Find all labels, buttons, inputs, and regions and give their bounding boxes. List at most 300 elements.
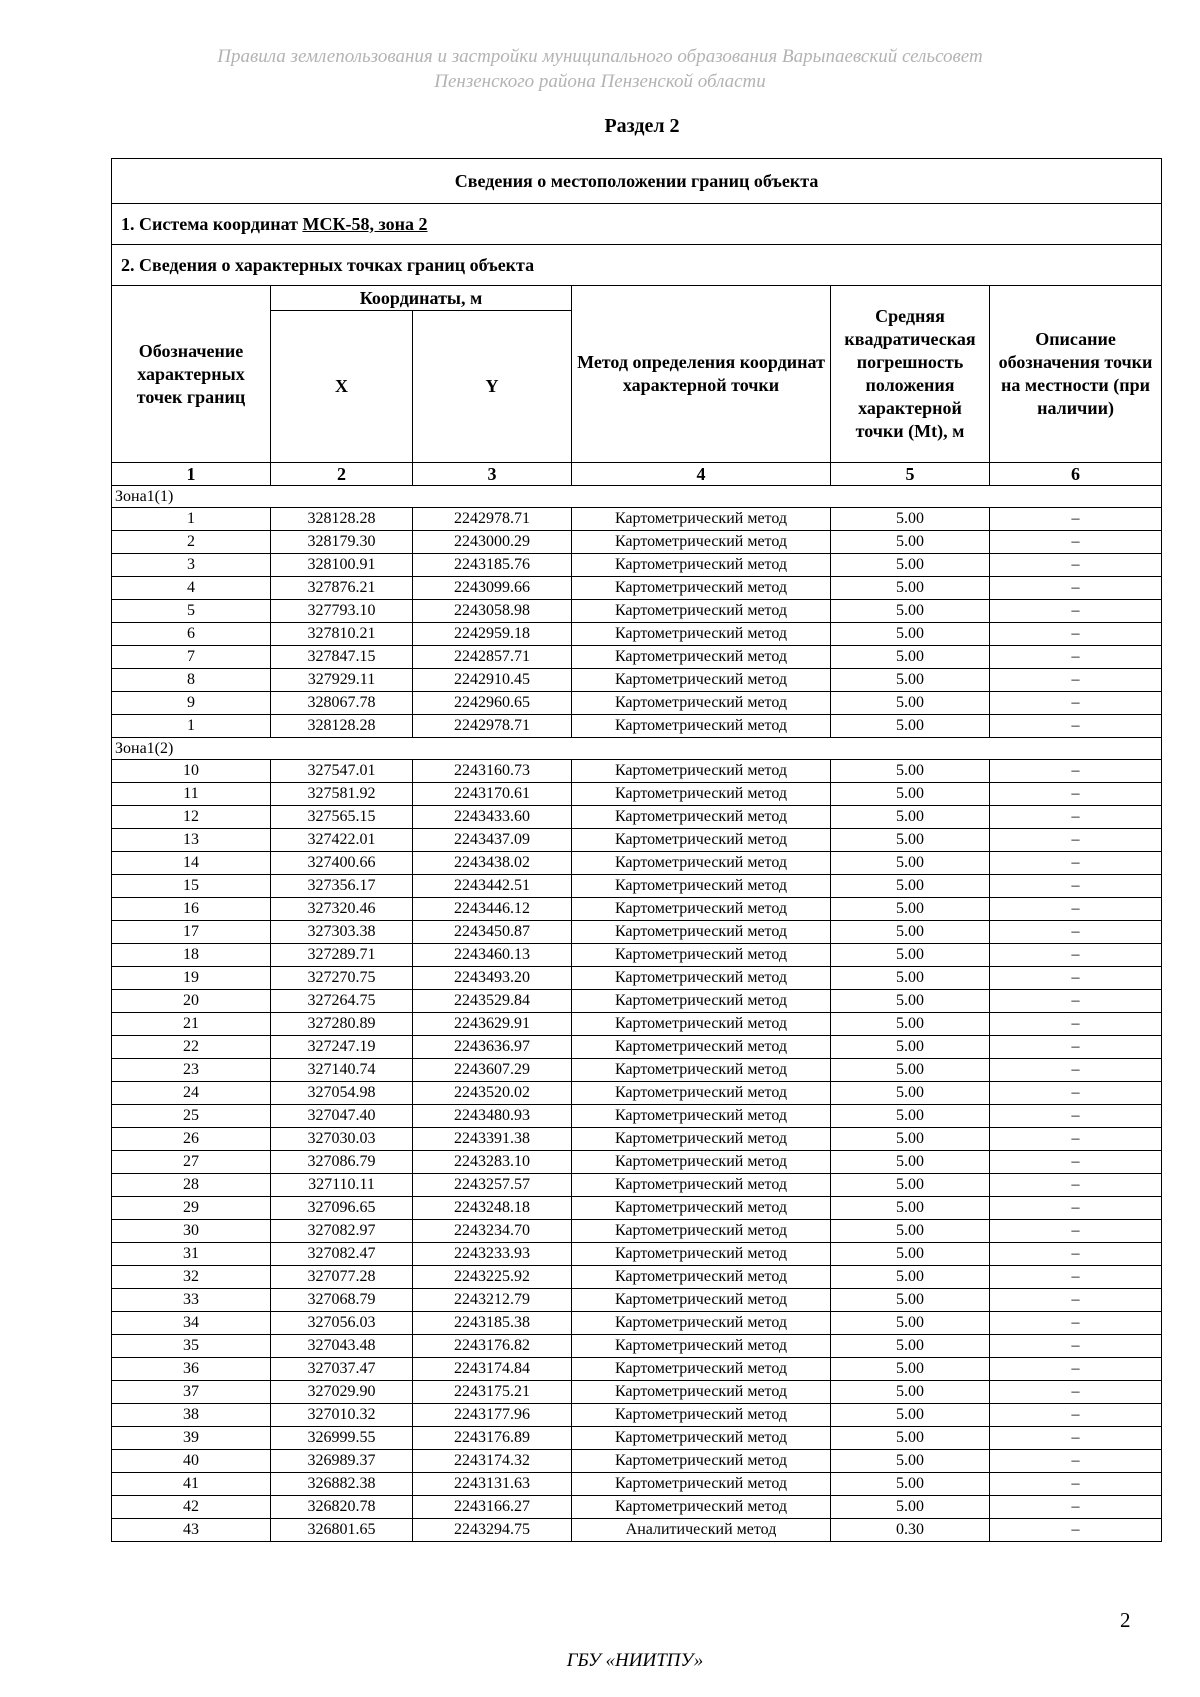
y-value: 2243636.97 — [413, 1036, 572, 1059]
header-designation: Обозначение характерных точек границ — [112, 286, 271, 463]
table-row — [112, 1174, 1162, 1197]
method-value: Картометрический метод — [572, 1358, 831, 1381]
description-value: – — [990, 1496, 1162, 1519]
x-value: 327565.15 — [271, 806, 413, 829]
table-row — [112, 1197, 1162, 1220]
point-number: 21 — [112, 1013, 271, 1036]
header-x: X — [271, 311, 413, 463]
running-header-line-2: Пензенского района Пензенской области — [434, 71, 766, 92]
accuracy-value: 5.00 — [831, 967, 990, 990]
y-value: 2243099.66 — [413, 577, 572, 600]
x-value: 327581.92 — [271, 783, 413, 806]
method-value: Картометрический метод — [572, 1220, 831, 1243]
x-value: 327082.47 — [271, 1243, 413, 1266]
section-title: Раздел 2 — [604, 115, 680, 137]
y-value: 2242959.18 — [413, 623, 572, 646]
x-value: 328179.30 — [271, 531, 413, 554]
x-value: 327086.79 — [271, 1151, 413, 1174]
x-value: 327096.65 — [271, 1197, 413, 1220]
table-row — [112, 898, 1162, 921]
table-row — [112, 646, 1162, 669]
coord-system-row — [112, 204, 1162, 245]
description-value: – — [990, 1289, 1162, 1312]
zone-label: Зона1(1) — [112, 486, 1162, 508]
description-value: – — [990, 944, 1162, 967]
coord-system-value: МСК-58, зона 2 — [302, 213, 428, 234]
accuracy-value: 5.00 — [831, 875, 990, 898]
x-value: 327289.71 — [271, 944, 413, 967]
description-value: – — [990, 554, 1162, 577]
point-number: 26 — [112, 1128, 271, 1151]
coord-system — [112, 204, 1162, 245]
x-value: 326820.78 — [271, 1496, 413, 1519]
method-value: Картометрический метод — [572, 1174, 831, 1197]
method-value: Картометрический метод — [572, 829, 831, 852]
method-value: Картометрический метод — [572, 531, 831, 554]
point-number: 32 — [112, 1266, 271, 1289]
table-row — [112, 852, 1162, 875]
x-value: 327400.66 — [271, 852, 413, 875]
x-value: 327280.89 — [271, 1013, 413, 1036]
point-number: 39 — [112, 1427, 271, 1450]
description-value: – — [990, 1312, 1162, 1335]
description-value: – — [990, 898, 1162, 921]
y-value: 2243174.84 — [413, 1358, 572, 1381]
accuracy-value: 5.00 — [831, 1312, 990, 1335]
description-value: – — [990, 577, 1162, 600]
table-title: Сведения о местоположении границ объекта — [112, 159, 1162, 204]
y-value: 2243000.29 — [413, 531, 572, 554]
accuracy-value: 5.00 — [831, 600, 990, 623]
point-number: 27 — [112, 1151, 271, 1174]
accuracy-value: 5.00 — [831, 852, 990, 875]
accuracy-value: 5.00 — [831, 554, 990, 577]
method-value: Картометрический метод — [572, 508, 831, 531]
x-value: 327547.01 — [271, 760, 413, 783]
x-value: 327047.40 — [271, 1105, 413, 1128]
points-title: 2. Сведения о характерных точках границ объекта — [112, 245, 1162, 286]
table-row — [112, 944, 1162, 967]
accuracy-value: 5.00 — [831, 1197, 990, 1220]
column-number: 6 — [990, 463, 1162, 486]
method-value: Картометрический метод — [572, 600, 831, 623]
footer: ГБУ «НИИТПУ» — [566, 1650, 704, 1671]
point-number: 22 — [112, 1036, 271, 1059]
accuracy-value: 5.00 — [831, 508, 990, 531]
x-value: 326882.38 — [271, 1473, 413, 1496]
table-row — [112, 600, 1162, 623]
table-row — [112, 967, 1162, 990]
method-value: Картометрический метод — [572, 715, 831, 738]
x-value: 327056.03 — [271, 1312, 413, 1335]
y-value: 2243391.38 — [413, 1128, 572, 1151]
x-value: 327422.01 — [271, 829, 413, 852]
x-value: 327054.98 — [271, 1082, 413, 1105]
y-value: 2243529.84 — [413, 990, 572, 1013]
x-value: 327029.90 — [271, 1381, 413, 1404]
point-number: 1 — [112, 715, 271, 738]
boundary-points-table — [111, 158, 1162, 1542]
point-number: 19 — [112, 967, 271, 990]
x-value: 327810.21 — [271, 623, 413, 646]
point-number: 41 — [112, 1473, 271, 1496]
x-value: 326999.55 — [271, 1427, 413, 1450]
accuracy-value: 5.00 — [831, 1105, 990, 1128]
table-row — [112, 829, 1162, 852]
x-value: 327320.46 — [271, 898, 413, 921]
point-number: 24 — [112, 1082, 271, 1105]
header-description: Описание обозначения точки на местности (при наличии) — [990, 286, 1162, 463]
method-value: Картометрический метод — [572, 760, 831, 783]
header-row-top — [112, 286, 1162, 311]
table-row — [112, 669, 1162, 692]
point-number: 18 — [112, 944, 271, 967]
y-value: 2243175.21 — [413, 1381, 572, 1404]
table-row — [112, 577, 1162, 600]
description-value: – — [990, 1036, 1162, 1059]
table-row — [112, 1381, 1162, 1404]
method-value: Картометрический метод — [572, 1473, 831, 1496]
description-value: – — [990, 967, 1162, 990]
accuracy-value: 5.00 — [831, 1404, 990, 1427]
point-number: 43 — [112, 1519, 271, 1542]
y-value: 2243520.02 — [413, 1082, 572, 1105]
description-value: – — [990, 1335, 1162, 1358]
table-row — [112, 1519, 1162, 1542]
point-number: 20 — [112, 990, 271, 1013]
x-value: 327140.74 — [271, 1059, 413, 1082]
accuracy-value: 5.00 — [831, 669, 990, 692]
y-value: 2243248.18 — [413, 1197, 572, 1220]
method-value: Картометрический метод — [572, 1427, 831, 1450]
column-number: 1 — [112, 463, 271, 486]
table-row — [112, 1312, 1162, 1335]
y-value: 2243131.63 — [413, 1473, 572, 1496]
table-row — [112, 1289, 1162, 1312]
accuracy-value: 5.00 — [831, 783, 990, 806]
x-value: 327793.10 — [271, 600, 413, 623]
method-value: Картометрический метод — [572, 1197, 831, 1220]
table-row — [112, 715, 1162, 738]
y-value: 2243212.79 — [413, 1289, 572, 1312]
description-value: – — [990, 692, 1162, 715]
method-value: Картометрический метод — [572, 1404, 831, 1427]
column-number: 3 — [413, 463, 572, 486]
accuracy-value: 5.00 — [831, 1013, 990, 1036]
table-row — [112, 692, 1162, 715]
method-value: Картометрический метод — [572, 1496, 831, 1519]
point-number: 12 — [112, 806, 271, 829]
point-number: 17 — [112, 921, 271, 944]
method-value: Картометрический метод — [572, 1082, 831, 1105]
method-value: Картометрический метод — [572, 1059, 831, 1082]
point-number: 40 — [112, 1450, 271, 1473]
table-row — [112, 1013, 1162, 1036]
y-value: 2243176.82 — [413, 1335, 572, 1358]
table-row — [112, 1335, 1162, 1358]
description-value: – — [990, 875, 1162, 898]
x-value: 327929.11 — [271, 669, 413, 692]
table-row — [112, 921, 1162, 944]
x-value: 327264.75 — [271, 990, 413, 1013]
method-value: Картометрический метод — [572, 898, 831, 921]
method-value: Картометрический метод — [572, 852, 831, 875]
table-row — [112, 554, 1162, 577]
method-value: Картометрический метод — [572, 1105, 831, 1128]
accuracy-value: 5.00 — [831, 1059, 990, 1082]
point-number: 36 — [112, 1358, 271, 1381]
y-value: 2243233.93 — [413, 1243, 572, 1266]
y-value: 2243438.02 — [413, 852, 572, 875]
description-value: – — [990, 1450, 1162, 1473]
description-value: – — [990, 669, 1162, 692]
y-value: 2242910.45 — [413, 669, 572, 692]
x-value: 327876.21 — [271, 577, 413, 600]
zone-label: Зона1(2) — [112, 738, 1162, 760]
method-value: Картометрический метод — [572, 783, 831, 806]
method-value: Картометрический метод — [572, 1289, 831, 1312]
description-value: – — [990, 1427, 1162, 1450]
x-value: 327847.15 — [271, 646, 413, 669]
y-value: 2243166.27 — [413, 1496, 572, 1519]
y-value: 2243493.20 — [413, 967, 572, 990]
description-value: – — [990, 1197, 1162, 1220]
accuracy-value: 5.00 — [831, 646, 990, 669]
table-row — [112, 623, 1162, 646]
point-number: 29 — [112, 1197, 271, 1220]
method-value: Картометрический метод — [572, 1266, 831, 1289]
accuracy-value: 5.00 — [831, 1151, 990, 1174]
description-value: – — [990, 760, 1162, 783]
accuracy-value: 5.00 — [831, 1266, 990, 1289]
method-value: Картометрический метод — [572, 1036, 831, 1059]
method-value: Картометрический метод — [572, 1013, 831, 1036]
method-value: Картометрический метод — [572, 1335, 831, 1358]
y-value: 2243442.51 — [413, 875, 572, 898]
column-number: 4 — [572, 463, 831, 486]
table-row — [112, 508, 1162, 531]
accuracy-value: 5.00 — [831, 1496, 990, 1519]
accuracy-value: 5.00 — [831, 990, 990, 1013]
y-value: 2243058.98 — [413, 600, 572, 623]
description-value: – — [990, 1220, 1162, 1243]
y-value: 2243607.29 — [413, 1059, 572, 1082]
x-value: 327043.48 — [271, 1335, 413, 1358]
y-value: 2243185.76 — [413, 554, 572, 577]
accuracy-value: 5.00 — [831, 531, 990, 554]
method-value: Картометрический метод — [572, 967, 831, 990]
description-value: – — [990, 1013, 1162, 1036]
accuracy-value: 5.00 — [831, 1358, 990, 1381]
accuracy-value: 5.00 — [831, 1381, 990, 1404]
description-value: – — [990, 1404, 1162, 1427]
y-value: 2243225.92 — [413, 1266, 572, 1289]
point-number: 14 — [112, 852, 271, 875]
accuracy-value: 5.00 — [831, 806, 990, 829]
point-number: 1 — [112, 508, 271, 531]
description-value: – — [990, 806, 1162, 829]
y-value: 2243257.57 — [413, 1174, 572, 1197]
accuracy-value: 5.00 — [831, 829, 990, 852]
accuracy-value: 5.00 — [831, 944, 990, 967]
accuracy-value: 5.00 — [831, 1082, 990, 1105]
y-value: 2243174.32 — [413, 1450, 572, 1473]
column-number: 2 — [271, 463, 413, 486]
point-number: 8 — [112, 669, 271, 692]
page-number: 2 — [1120, 1608, 1131, 1632]
header-y: Y — [413, 311, 572, 463]
method-value: Картометрический метод — [572, 1128, 831, 1151]
y-value: 2242960.65 — [413, 692, 572, 715]
x-value: 328100.91 — [271, 554, 413, 577]
x-value: 327303.38 — [271, 921, 413, 944]
accuracy-value: 5.00 — [831, 921, 990, 944]
point-number: 13 — [112, 829, 271, 852]
method-value: Картометрический метод — [572, 646, 831, 669]
point-number: 5 — [112, 600, 271, 623]
table-row — [112, 990, 1162, 1013]
description-value: – — [990, 531, 1162, 554]
description-value: – — [990, 829, 1162, 852]
method-value: Картометрический метод — [572, 1151, 831, 1174]
accuracy-value: 5.00 — [831, 715, 990, 738]
point-number: 34 — [112, 1312, 271, 1335]
running-header — [0, 44, 1200, 94]
description-value: – — [990, 715, 1162, 738]
accuracy-value: 5.00 — [831, 577, 990, 600]
x-value: 327037.47 — [271, 1358, 413, 1381]
y-value: 2243234.70 — [413, 1220, 572, 1243]
description-value: – — [990, 783, 1162, 806]
table-row — [112, 1105, 1162, 1128]
point-number: 33 — [112, 1289, 271, 1312]
accuracy-value: 5.00 — [831, 623, 990, 646]
x-value: 327077.28 — [271, 1266, 413, 1289]
point-number: 28 — [112, 1174, 271, 1197]
x-value: 326801.65 — [271, 1519, 413, 1542]
accuracy-value: 5.00 — [831, 1427, 990, 1450]
point-number: 25 — [112, 1105, 271, 1128]
y-value: 2243446.12 — [413, 898, 572, 921]
point-number: 6 — [112, 623, 271, 646]
column-number-row — [112, 463, 1162, 486]
point-number: 42 — [112, 1496, 271, 1519]
y-value: 2242978.71 — [413, 715, 572, 738]
description-value: – — [990, 1266, 1162, 1289]
point-number: 31 — [112, 1243, 271, 1266]
description-value: – — [990, 600, 1162, 623]
points-title-row — [112, 245, 1162, 286]
method-value: Картометрический метод — [572, 1450, 831, 1473]
point-number: 38 — [112, 1404, 271, 1427]
y-value: 2243629.91 — [413, 1013, 572, 1036]
point-number: 4 — [112, 577, 271, 600]
header-accuracy: Средняя квадратическая погрешность положения характерной точки (Mt), м — [831, 286, 990, 463]
accuracy-value: 5.00 — [831, 1243, 990, 1266]
table-row — [112, 1243, 1162, 1266]
accuracy-value: 5.00 — [831, 898, 990, 921]
accuracy-value: 5.00 — [831, 1335, 990, 1358]
description-value: – — [990, 990, 1162, 1013]
coord-system-label: 1. Система координат — [121, 213, 303, 234]
method-value: Картометрический метод — [572, 990, 831, 1013]
x-value: 327030.03 — [271, 1128, 413, 1151]
column-number: 5 — [831, 463, 990, 486]
x-value: 328128.28 — [271, 715, 413, 738]
method-value: Картометрический метод — [572, 806, 831, 829]
description-value: – — [990, 1519, 1162, 1542]
x-value: 327356.17 — [271, 875, 413, 898]
y-value: 2242978.71 — [413, 508, 572, 531]
description-value: – — [990, 623, 1162, 646]
x-value: 328067.78 — [271, 692, 413, 715]
accuracy-value: 5.00 — [831, 1128, 990, 1151]
table-row — [112, 531, 1162, 554]
description-value: – — [990, 852, 1162, 875]
table-row — [112, 806, 1162, 829]
x-value: 327082.97 — [271, 1220, 413, 1243]
description-value: – — [990, 508, 1162, 531]
point-number: 23 — [112, 1059, 271, 1082]
y-value: 2242857.71 — [413, 646, 572, 669]
description-value: – — [990, 1151, 1162, 1174]
accuracy-value: 5.00 — [831, 760, 990, 783]
y-value: 2243294.75 — [413, 1519, 572, 1542]
y-value: 2243460.13 — [413, 944, 572, 967]
point-number: 15 — [112, 875, 271, 898]
method-value: Картометрический метод — [572, 1243, 831, 1266]
table-row — [112, 1450, 1162, 1473]
description-value: – — [990, 1105, 1162, 1128]
table-row — [112, 1128, 1162, 1151]
x-value: 327068.79 — [271, 1289, 413, 1312]
accuracy-value: 5.00 — [831, 692, 990, 715]
method-value: Картометрический метод — [572, 623, 831, 646]
method-value: Картометрический метод — [572, 692, 831, 715]
description-value: – — [990, 1243, 1162, 1266]
x-value: 327110.11 — [271, 1174, 413, 1197]
accuracy-value: 5.00 — [831, 1220, 990, 1243]
table-row — [112, 1082, 1162, 1105]
y-value: 2243160.73 — [413, 760, 572, 783]
point-number: 37 — [112, 1381, 271, 1404]
point-number: 16 — [112, 898, 271, 921]
method-value: Картометрический метод — [572, 1381, 831, 1404]
method-value: Аналитический метод — [572, 1519, 831, 1542]
point-number: 3 — [112, 554, 271, 577]
y-value: 2243480.93 — [413, 1105, 572, 1128]
table-row — [112, 1473, 1162, 1496]
point-number: 10 — [112, 760, 271, 783]
x-value: 327247.19 — [271, 1036, 413, 1059]
table-row — [112, 1358, 1162, 1381]
method-value: Картометрический метод — [572, 577, 831, 600]
point-number: 7 — [112, 646, 271, 669]
accuracy-value: 0.30 — [831, 1519, 990, 1542]
table-row — [112, 760, 1162, 783]
accuracy-value: 5.00 — [831, 1473, 990, 1496]
accuracy-value: 5.00 — [831, 1289, 990, 1312]
point-number: 11 — [112, 783, 271, 806]
header-coordinates: Координаты, м — [271, 286, 572, 311]
y-value: 2243283.10 — [413, 1151, 572, 1174]
method-value: Картометрический метод — [572, 944, 831, 967]
point-number: 2 — [112, 531, 271, 554]
y-value: 2243177.96 — [413, 1404, 572, 1427]
header-method: Метод определения координат характерной точки — [572, 286, 831, 463]
description-value: – — [990, 1128, 1162, 1151]
method-value: Картометрический метод — [572, 1312, 831, 1335]
